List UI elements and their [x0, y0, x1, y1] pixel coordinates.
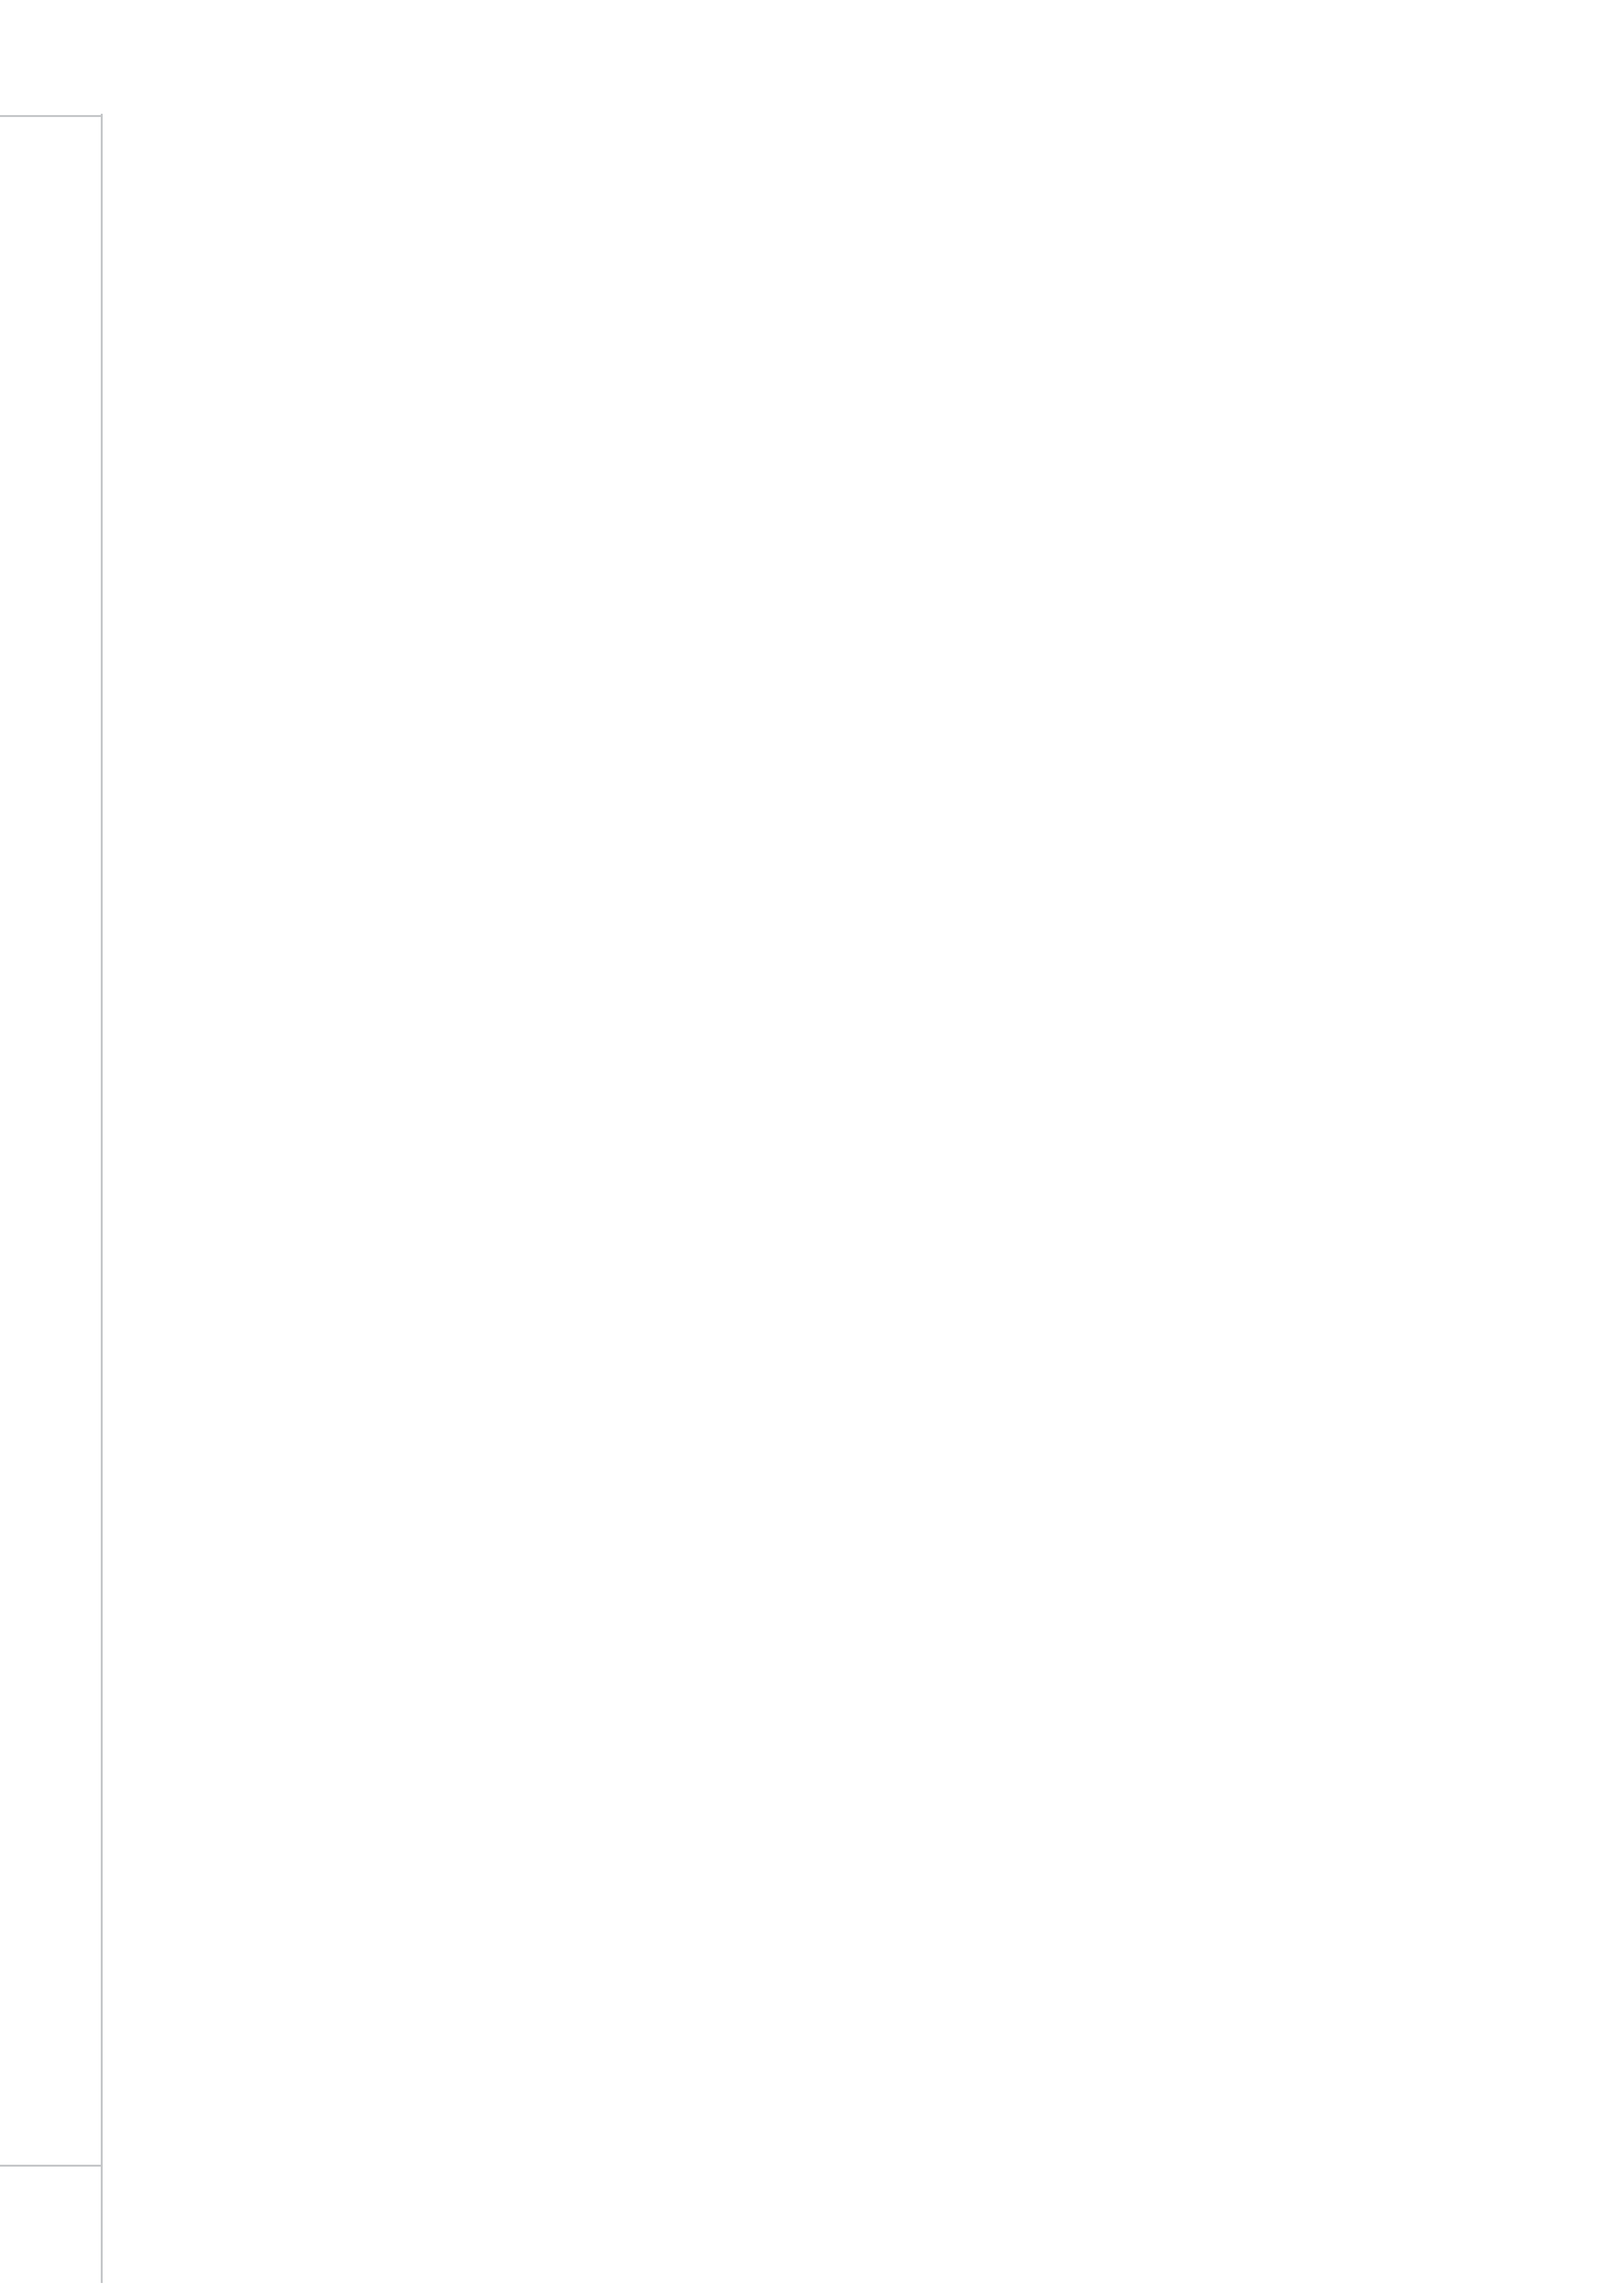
sidebar-vertical-divider: [101, 114, 103, 2283]
sidebar-bottom-divider: [0, 2165, 101, 2167]
sidebar-top-divider: [0, 115, 101, 117]
